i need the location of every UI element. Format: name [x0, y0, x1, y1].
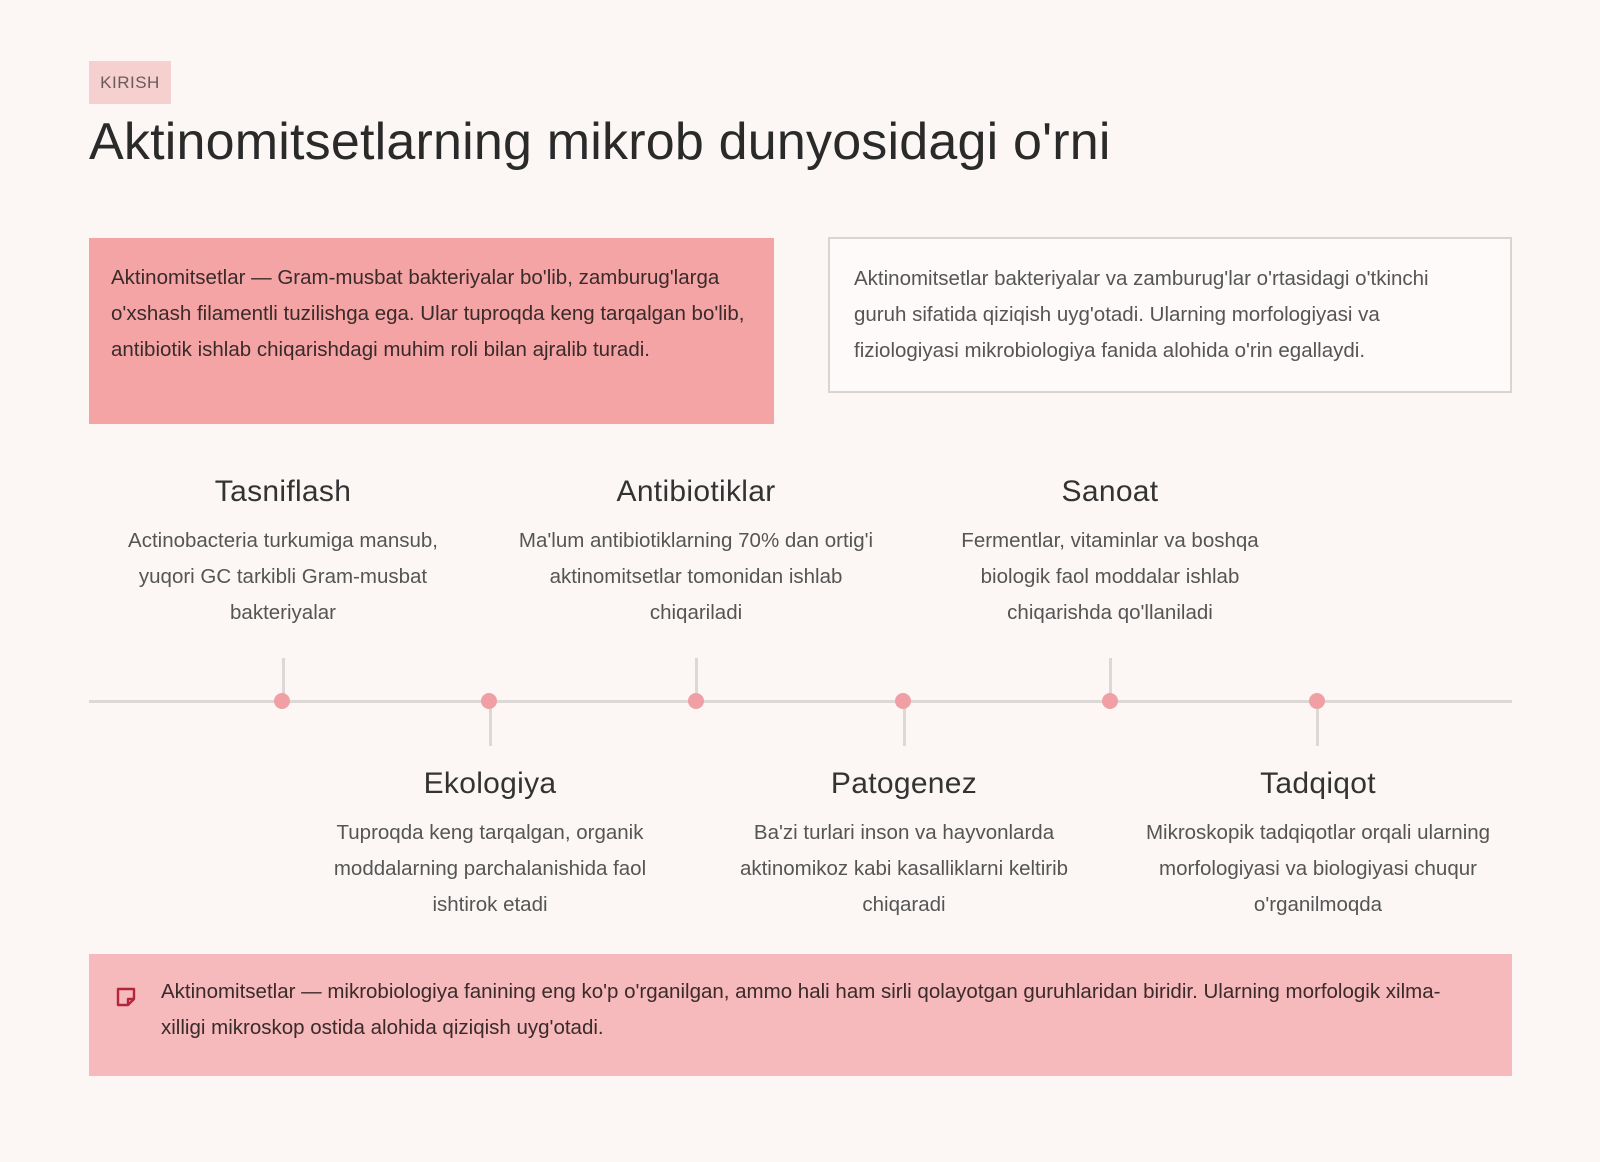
note-icon — [115, 986, 137, 1008]
timeline-item-desc: Fermentlar, vitaminlar va boshqa biologik faol moddalar ishlab chiqarishda qo'llaniladi — [961, 529, 1259, 624]
timeline-stem — [903, 706, 906, 746]
timeline-dot — [481, 693, 497, 709]
timeline-item-patogenez — [724, 767, 1084, 923]
timeline-item-title: Sanoat — [1061, 475, 1159, 508]
timeline-item-title: Ekologiya — [423, 767, 557, 800]
timeline-dot — [688, 693, 704, 709]
timeline-item-title: Antibiotiklar — [616, 475, 776, 508]
timeline-dot — [274, 693, 290, 709]
page-title: Aktinomitsetlarning mikrob dunyosidagi o'rni — [89, 113, 1111, 171]
timeline-line — [89, 700, 1512, 703]
timeline-item-desc: Actinobacteria turkumiga mansub, yuqori GC tarkibli Gram-musbat bakteriyalar — [128, 529, 438, 624]
timeline-dot — [895, 693, 911, 709]
timeline-item-antibiotiklar — [516, 475, 876, 631]
timeline-stem — [489, 706, 492, 746]
timeline-item-title: Patogenez — [830, 767, 978, 800]
note-text: Aktinomitsetlar — mikrobiologiya fanining eng ko'p o'rganilgan, ammo hali ham sirli qolayotgan guruhlaridan biridir. Ularning morfologik xilma-xilligi mikroskop ostida alohida qiziqish uyg'otadi. — [161, 980, 1441, 1039]
note-box — [89, 954, 1512, 1076]
timeline-stem — [282, 658, 285, 698]
timeline-stem — [1109, 658, 1112, 698]
timeline-stem — [695, 658, 698, 698]
timeline-stem — [1316, 706, 1319, 746]
timeline-dot — [1102, 693, 1118, 709]
timeline-item-tadqiqot — [1138, 767, 1498, 923]
section-tag: KIRISH — [89, 61, 171, 104]
timeline-item-ekologiya — [310, 767, 670, 923]
timeline-dot — [1309, 693, 1325, 709]
timeline-item-title: Tadqiqot — [1260, 767, 1376, 800]
timeline-item-desc: Ma'lum antibiotiklarning 70% dan ortig'i aktinomitsetlar tomonidan ishlab chiqariladi — [518, 529, 874, 624]
intro-secondary-card: Aktinomitsetlar bakteriyalar va zamburug'lar o'rtasidagi o'tkinchi guruh sifatida qiziqish uyg'otadi. Ularning morfologiyasi va fiziologiyasi mikrobiologiya fanida alohida o'rin egallaydi. — [828, 237, 1512, 393]
timeline-item-sanoat — [930, 475, 1290, 631]
intro-highlight-card: Aktinomitsetlar — Gram-musbat bakteriyalar bo'lib, zamburug'larga o'xshash filamentli tuzilishga ega. Ular tuproqda keng tarqalgan bo'lib, antibiotik ishlab chiqarishdagi muhim roli bilan ajralib turadi. — [89, 238, 774, 424]
timeline-item-title: Tasniflash — [214, 475, 352, 508]
timeline-item-desc: Ba'zi turlari inson va hayvonlarda aktinomikoz kabi kasalliklarni keltirib chiqaradi — [739, 821, 1069, 916]
timeline-item-desc: Mikroskopik tadqiqotlar orqali ularning morfologiyasi va biologiyasi chuqur o'rganilmoqda — [1145, 821, 1491, 916]
timeline-item-desc: Tuproqda keng tarqalgan, organik moddalarning parchalanishida faol ishtirok etadi — [333, 821, 647, 916]
timeline-item-tasniflash — [103, 475, 463, 631]
